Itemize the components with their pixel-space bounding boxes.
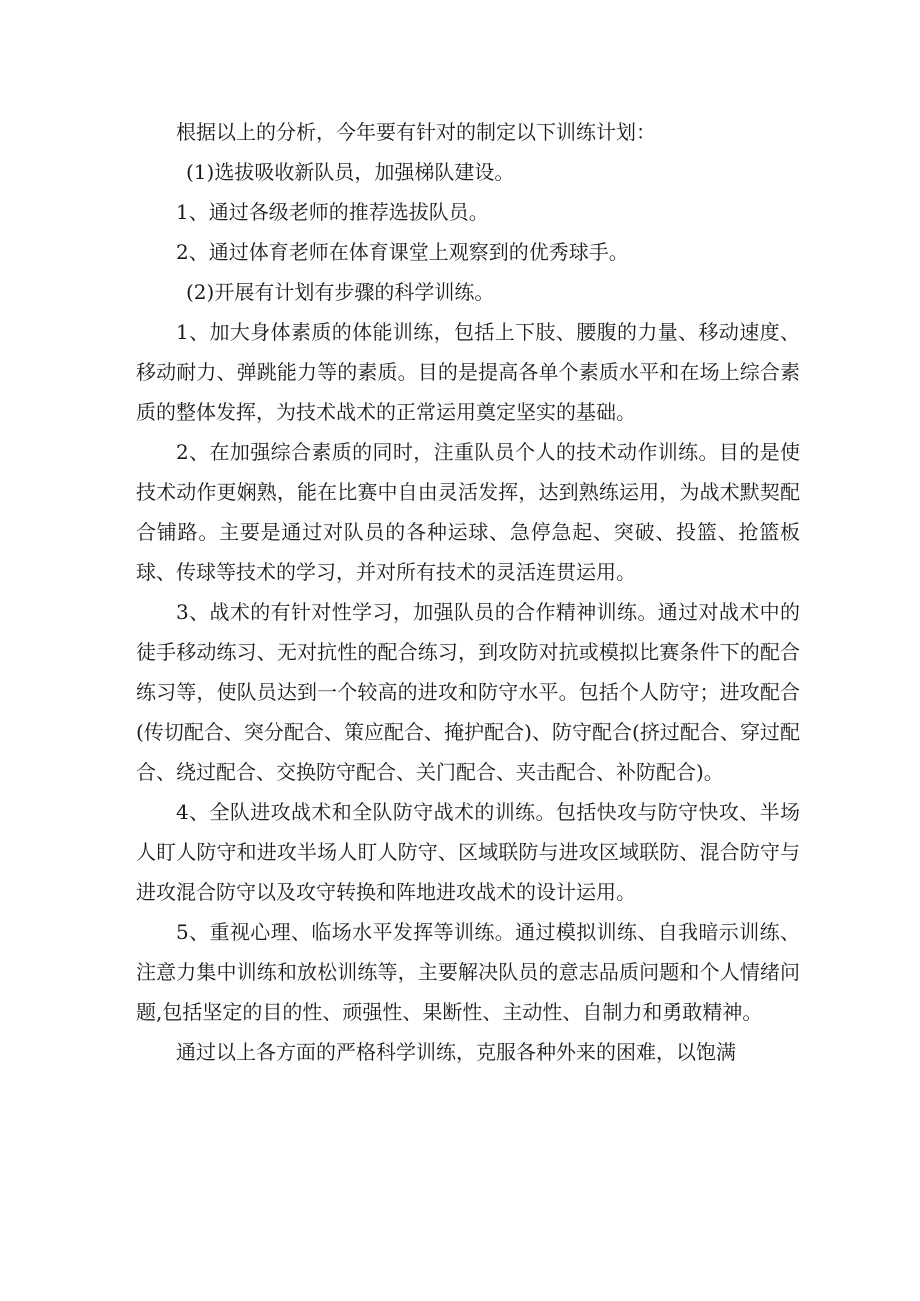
paragraph-section-1-heading: (1)选拔吸收新队员，加强梯队建设。	[186, 160, 515, 184]
paragraph-section-2-item-2: 2、在加强综合素质的同时，注重队员个人的技术动作训练。目的是使技术动作更娴熟，能在比赛中自由灵活发挥，达到熟练运用，为战术默契配合铺路。主要是通过对队员的各种运球、急停急起、突破、投篮、抢篮板球、传球等技术的学习，并对所有技术的灵活连贯运用。	[136, 440, 800, 584]
document-body	[136, 112, 800, 1072]
paragraph-section-2-item-5: 5、重视心理、临场水平发挥等训练。通过模拟训练、自我暗示训练、注意力集中训练和放松训练等，主要解决队员的意志品质问题和个人情绪问题,包括坚定的目的性、顽强性、果断性、主动性、自制力和勇敢精神。	[136, 920, 800, 1024]
paragraph-section-1-item-1: 1、通过各级老师的推荐选拔队员。	[176, 200, 489, 224]
paragraph-section-2-item-4: 4、全队进攻战术和全队防守战术的训练。包括快攻与防守快攻、半场人盯人防守和进攻半场人盯人防守、区域联防与进攻区域联防、混合防守与进攻混合防守以及攻守转换和阵地进攻战术的设计运用。	[136, 800, 800, 904]
paragraph-section-2-heading: (2)开展有计划有步骤的科学训练。	[186, 280, 495, 304]
paragraph-section-2-item-1: 1、加大身体素质的体能训练，包括上下肢、腰腹的力量、移动速度、移动耐力、弹跳能力等的素质。目的是提高各单个素质水平和在场上综合素质的整体发挥，为技术战术的正常运用奠定坚实的基础。	[136, 320, 800, 424]
paragraph-section-1-item-2: 2、通过体育老师在体育课堂上观察到的优秀球手。	[176, 240, 629, 264]
paragraph-section-2-item-3: 3、战术的有针对性学习，加强队员的合作精神训练。通过对战术中的徒手移动练习、无对抗性的配合练习，到攻防对抗或模拟比赛条件下的配合练习等，使队员达到一个较高的进攻和防守水平。包括个人防守；进攻配合(传切配合、突分配合、策应配合、掩护配合)、防守配合(挤过配合、穿过配合、绕过配合、交换防守配合、关门配合、夹击配合、补防配合)。	[136, 600, 800, 784]
paragraph-conclusion: 通过以上各方面的严格科学训练，克服各种外来的困难，以饱满	[176, 1040, 736, 1064]
paragraph-intro: 根据以上的分析，今年要有针对的制定以下训练计划：	[176, 120, 656, 144]
